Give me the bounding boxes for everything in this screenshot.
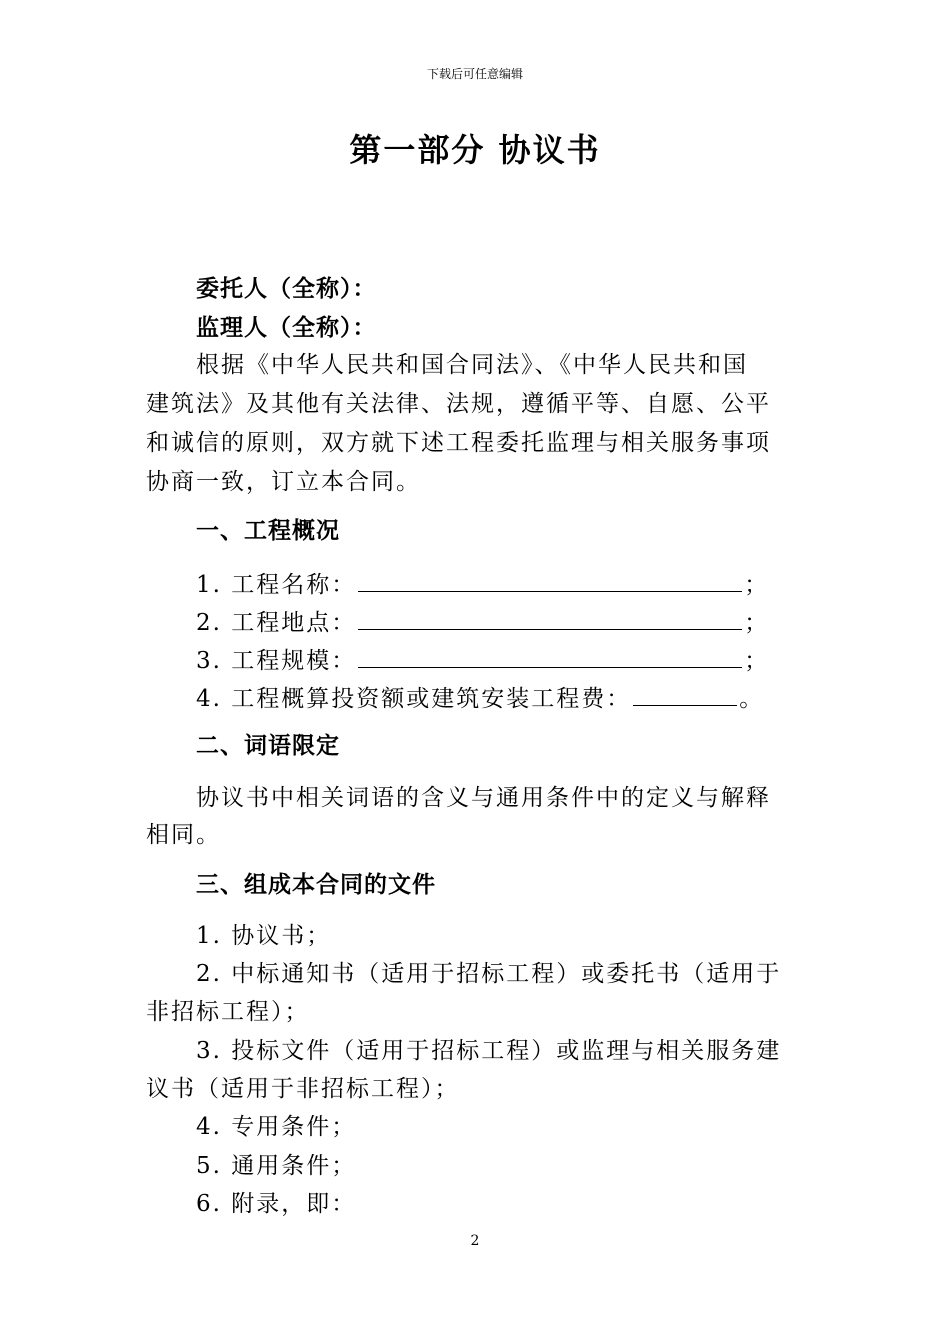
project-location-label: 2. 工程地点： <box>196 610 357 636</box>
client-field-label: 委托人（全称）： <box>196 275 377 302</box>
document-list-item-6: 6. 附录，即： <box>196 1191 357 1217</box>
project-budget-blank[interactable] <box>633 681 737 706</box>
document-list-item-3-line-2: 议书（适用于非招标工程）； <box>146 1076 460 1102</box>
section-3-heading: 三、组成本合同的文件 <box>196 871 436 898</box>
document-list-item-5: 5. 通用条件； <box>196 1153 357 1179</box>
preamble-line-4: 协商一致，订立本合同。 <box>146 469 421 495</box>
project-name-label: 1. 工程名称： <box>196 572 357 598</box>
section-2-heading: 二、词语限定 <box>196 732 340 759</box>
document-list-item-2-line-1: 2. 中标通知书（适用于招标工程）或委托书（适用于 <box>196 961 782 987</box>
document-list-item-1: 1. 协议书； <box>196 923 332 949</box>
project-scale-blank[interactable] <box>358 643 742 668</box>
page-number: 2 <box>470 1233 480 1249</box>
preamble-line-2: 建筑法》及其他有关法律、法规，遵循平等、自愿、公平 <box>146 391 771 417</box>
project-scale-label: 3. 工程规模： <box>196 648 357 674</box>
document-list-item-4: 4. 专用条件； <box>196 1114 357 1140</box>
project-budget-label: 4. 工程概算投资额或建筑安装工程费： <box>196 686 632 712</box>
project-scale-row <box>196 643 769 676</box>
preamble-line-3: 和诚信的原则，双方就下述工程委托监理与相关服务事项 <box>146 430 771 456</box>
project-name-row <box>196 567 769 600</box>
document-title: 第一部分 协议书 <box>349 131 601 169</box>
section-2-line-1: 协议书中相关词语的含义与通用条件中的定义与解释 <box>196 785 771 811</box>
project-budget-row <box>196 681 764 714</box>
preamble-line-1: 根据《中华人民共和国合同法》、《中华人民共和国 <box>196 352 748 378</box>
document-list-item-3-line-1: 3. 投标文件（适用于招标工程）或监理与相关服务建 <box>196 1038 782 1064</box>
project-name-end: ； <box>744 572 770 598</box>
project-location-row <box>196 605 769 638</box>
project-budget-end: 。 <box>739 686 765 712</box>
document-list-item-2-line-2: 非招标工程）； <box>146 999 310 1025</box>
project-location-end: ； <box>744 610 770 636</box>
project-location-blank[interactable] <box>358 605 742 630</box>
supervisor-field-label: 监理人（全称）： <box>196 314 377 341</box>
section-2-line-2: 相同。 <box>146 822 221 848</box>
project-scale-end: ； <box>744 648 770 674</box>
section-1-heading: 一、工程概况 <box>196 517 340 544</box>
project-name-blank[interactable] <box>358 567 742 592</box>
page-header-note: 下载后可任意编辑 <box>426 67 523 81</box>
